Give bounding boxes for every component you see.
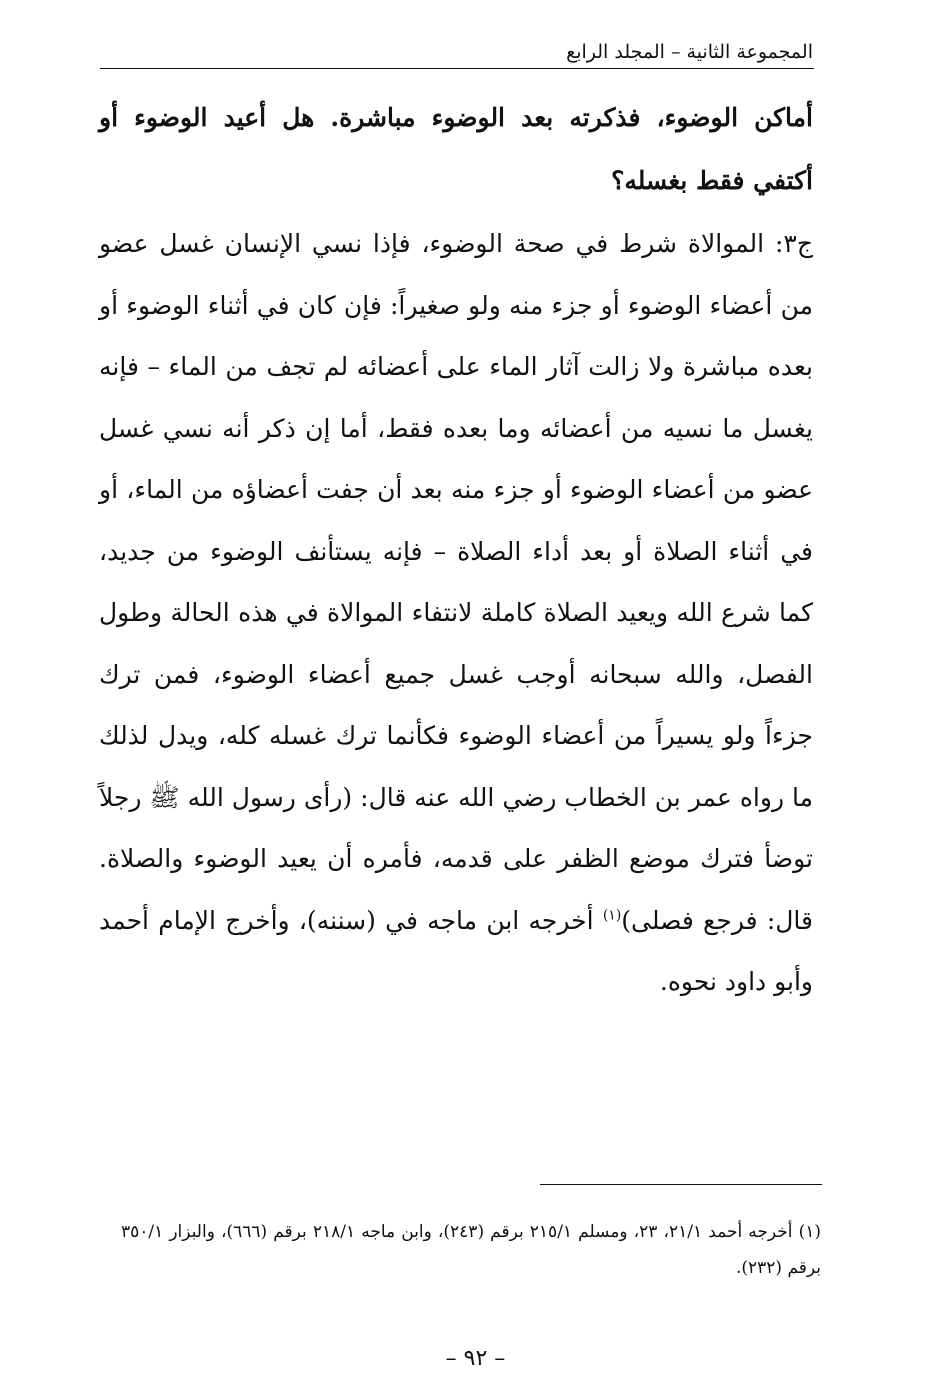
footnote-reference: (١) xyxy=(602,907,622,924)
page-number: – ٩٢ – xyxy=(445,1346,506,1371)
question-text: أماكن الوضوء، فذكرته بعد الوضوء مباشرة. هل أعيد الوضوء أو أكتفي فقط بغسله؟ xyxy=(99,103,813,195)
header-rule xyxy=(100,68,814,69)
answer-paragraph xyxy=(99,213,813,1013)
footnote-rule xyxy=(540,1184,822,1185)
footnote-text: (١) أخرجه أحمد ٢١/١، ٢٣، ومسلم ٢١٥/١ برقم (٢٤٣)، وابن ماجه ٢١٨/١ برقم (٦٦٦)، والبزار ٣٥٠/١ برقم (٢٣٢). xyxy=(121,1222,821,1278)
answer-body-end: أخرجه ابن ماجه في (سننه)، وأخرج الإمام أحمد وأبو داود نحوه. xyxy=(99,905,813,996)
running-header: المجموعة الثانية – المجلد الرابع xyxy=(566,41,813,63)
answer-body: ج٣: الموالاة شرط في صحة الوضوء، فإذا نسي الإنسان غسل عضو من أعضاء الوضوء أو جزء منه ولو صغيراً: فإن كان في أثناء الوضوء أو بعده مباشرة ولا زالت آثار الماء على أعضائه لم تجف من الماء – فإنه يغسل ما نسيه من أعضائه وما بعده فقط، أما إن ذكر أنه نسي غسل عضو من أعضاء الوضوء أو جزء منه بعد أن جفت أعضاؤه من الماء، أو في أثناء الصلاة أو بعد أداء الصلاة – فإنه يستأنف الوضوء من جديد، كما شرع الله ويعيد الصلاة كاملة لانتفاء الموالاة في هذه الحالة وطول الفصل، والله سبحانه أوجب غسل جميع أعضاء الوضوء، فمن ترك جزءاً ولو يسيراً من أعضاء الوضوء فكأنما ترك غسله كله، ويدل لذلك ما رواه عمر بن الخطاب رضي الله عنه قال: (رأى رسول الله ﷺ رجلاً توضأ فترك موضع الظفر على قدمه، فأمره أن يعيد الوضوء والصلاة. قال: فرجع فصلى) xyxy=(99,229,813,935)
